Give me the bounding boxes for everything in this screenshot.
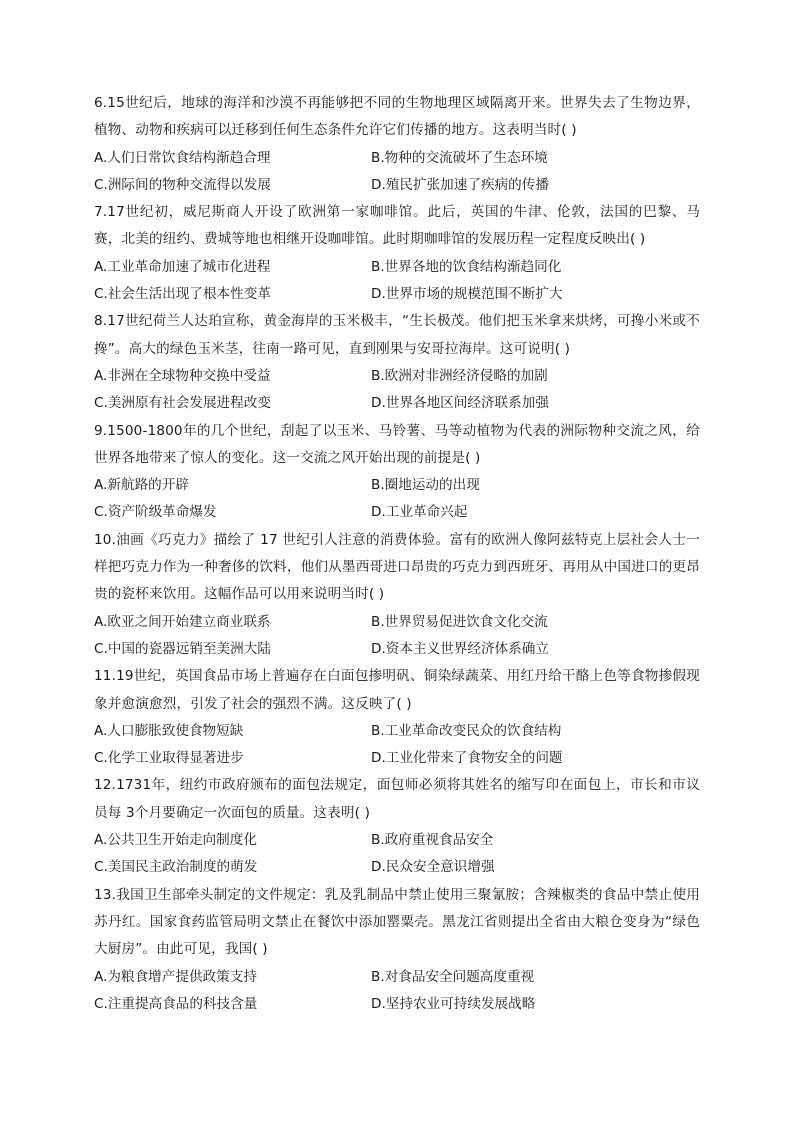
option-b: B.圈地运动的出现: [371, 477, 480, 494]
option-c: C.中国的瓷器远销至美洲大陆: [94, 640, 271, 657]
question-12: [94, 772, 700, 881]
question-10: [94, 527, 700, 663]
option-d: D.世界市场的规模范围不断扩大: [371, 286, 563, 303]
option-a: A.工业革命加速了城市化进程: [94, 258, 271, 275]
option-d: D.工业革命兴起: [371, 504, 468, 521]
question-stem: 7.17世纪初，威尼斯商人开设了欧洲第一家咖啡馆。此后，英国的牛津、伦敦，法国的巴黎、马赛，北美的纽约、费城等地也相继开设咖啡馆。此时期咖啡馆的发展历程一定程度反映出( ): [94, 204, 700, 248]
option-c: C.资产阶级革命爆发: [94, 504, 217, 521]
options: [94, 363, 700, 418]
option-a: A.为粮食增产提供政策支持: [94, 968, 257, 985]
option-d: D.资本主义世界经济体系确立: [371, 640, 549, 657]
options: [94, 827, 700, 882]
option-b: B.物种的交流破坏了生态环境: [371, 149, 548, 166]
question-6: [94, 90, 700, 199]
option-a: A.非洲在全球物种交换中受益: [94, 367, 271, 384]
question-stem: 13.我国卫生部牵头制定的文件规定：乳及乳制品中禁止使用三聚氰胺；含辣椒类的食品中禁止使用苏丹红。国家食药监管局明文禁止在餐饮中添加罂粟壳。黑龙江省则提出全省由大粮仓变身为“绿色大厨房”。由此可见，我国( ): [94, 886, 700, 958]
option-c: C.化学工业取得显著进步: [94, 750, 244, 767]
option-b: B.世界各地的饮食结构渐趋同化: [371, 258, 562, 275]
question-stem: 8.17世纪荷兰人达珀宣称，黄金海岸的玉米极丰，“生长极茂。他们把玉米拿来烘烤，可搀小米或不搀”。高大的绿色玉米茎，往南一路可见，直到刚果与安哥拉海岸。这可说明( ): [94, 313, 700, 357]
option-a: A.欧亚之间开始建立商业联系: [94, 613, 271, 630]
question-stem: 9.1500-1800年的几个世纪，刮起了以玉米、马铃薯、马等动植物为代表的洲际物种交流之风，给世界各地带来了惊人的变化。这一交流之风开始出现的前提是( ): [94, 422, 700, 466]
option-b: B.对食品安全问题高度重视: [371, 968, 535, 985]
option-d: D.工业化带来了食物安全的问题: [371, 750, 563, 767]
option-a: A.人口膨胀致使食物短缺: [94, 722, 244, 739]
question-list: [94, 90, 700, 1018]
option-b: B.世界贸易促进饮食文化交流: [371, 613, 548, 630]
option-b: B.政府重视食品安全: [371, 832, 494, 849]
question-stem: 6.15世纪后，地球的海洋和沙漠不再能够把不同的生物地理区域隔离开来。世界失去了生物边界，植物、动物和疾病可以迁移到任何生态条件允许它们传播的地方。这表明当时( ): [94, 95, 700, 139]
options: [94, 145, 700, 200]
option-d: D.殖民扩张加速了疾病的传播: [371, 176, 549, 193]
option-d: D.民众安全意识增强: [371, 859, 495, 876]
options: [94, 964, 700, 1019]
question-11: [94, 663, 700, 772]
option-a: A.新航路的开辟: [94, 477, 189, 494]
options: [94, 472, 700, 527]
question-13: [94, 882, 700, 1018]
question-stem: 12.1731年，纽约市政府颁布的面包法规定，面包师必须将其姓名的缩写印在面包上，市长和市议员每 3个月要确定一次面包的质量。这表明( ): [94, 777, 700, 821]
option-c: C.注重提高食品的科技含量: [94, 995, 258, 1012]
options: [94, 718, 700, 773]
option-c: C.美国民主政治制度的萌发: [94, 859, 258, 876]
option-b: B.工业革命改变民众的饮食结构: [371, 722, 562, 739]
options: [94, 254, 700, 309]
question-7: [94, 199, 700, 308]
option-c: C.社会生活出现了根本性变革: [94, 286, 271, 303]
option-d: D.坚持农业可持续发展战略: [371, 995, 536, 1012]
option-d: D.世界各地区间经济联系加强: [371, 395, 549, 412]
options: [94, 609, 700, 664]
question-stem: 10.油画《巧克力》描绘了 17 世纪引人注意的消费体验。富有的欧洲人像阿兹特克上层社会人士一样把巧克力作为一种奢侈的饮料，他们从墨西哥进口昂贵的巧克力到西班牙、再用从中国进口的更昂贵的瓷杯来饮用。这幅作品可以用来说明当时( ): [94, 531, 700, 603]
option-c: C.美洲原有社会发展进程改变: [94, 395, 271, 412]
option-a: A.人们日常饮食结构渐趋合理: [94, 149, 271, 166]
option-c: C.洲际间的物种交流得以发展: [94, 176, 271, 193]
question-8: [94, 308, 700, 417]
option-b: B.欧洲对非洲经济侵略的加剧: [371, 367, 548, 384]
question-stem: 11.19世纪，英国食品市场上普遍存在白面包掺明矾、铜染绿蔬菜、用红丹给干酪上色等食物掺假现象并愈演愈烈，引发了社会的强烈不满。这反映了( ): [94, 668, 700, 712]
question-9: [94, 418, 700, 527]
option-a: A.公共卫生开始走向制度化: [94, 832, 257, 849]
